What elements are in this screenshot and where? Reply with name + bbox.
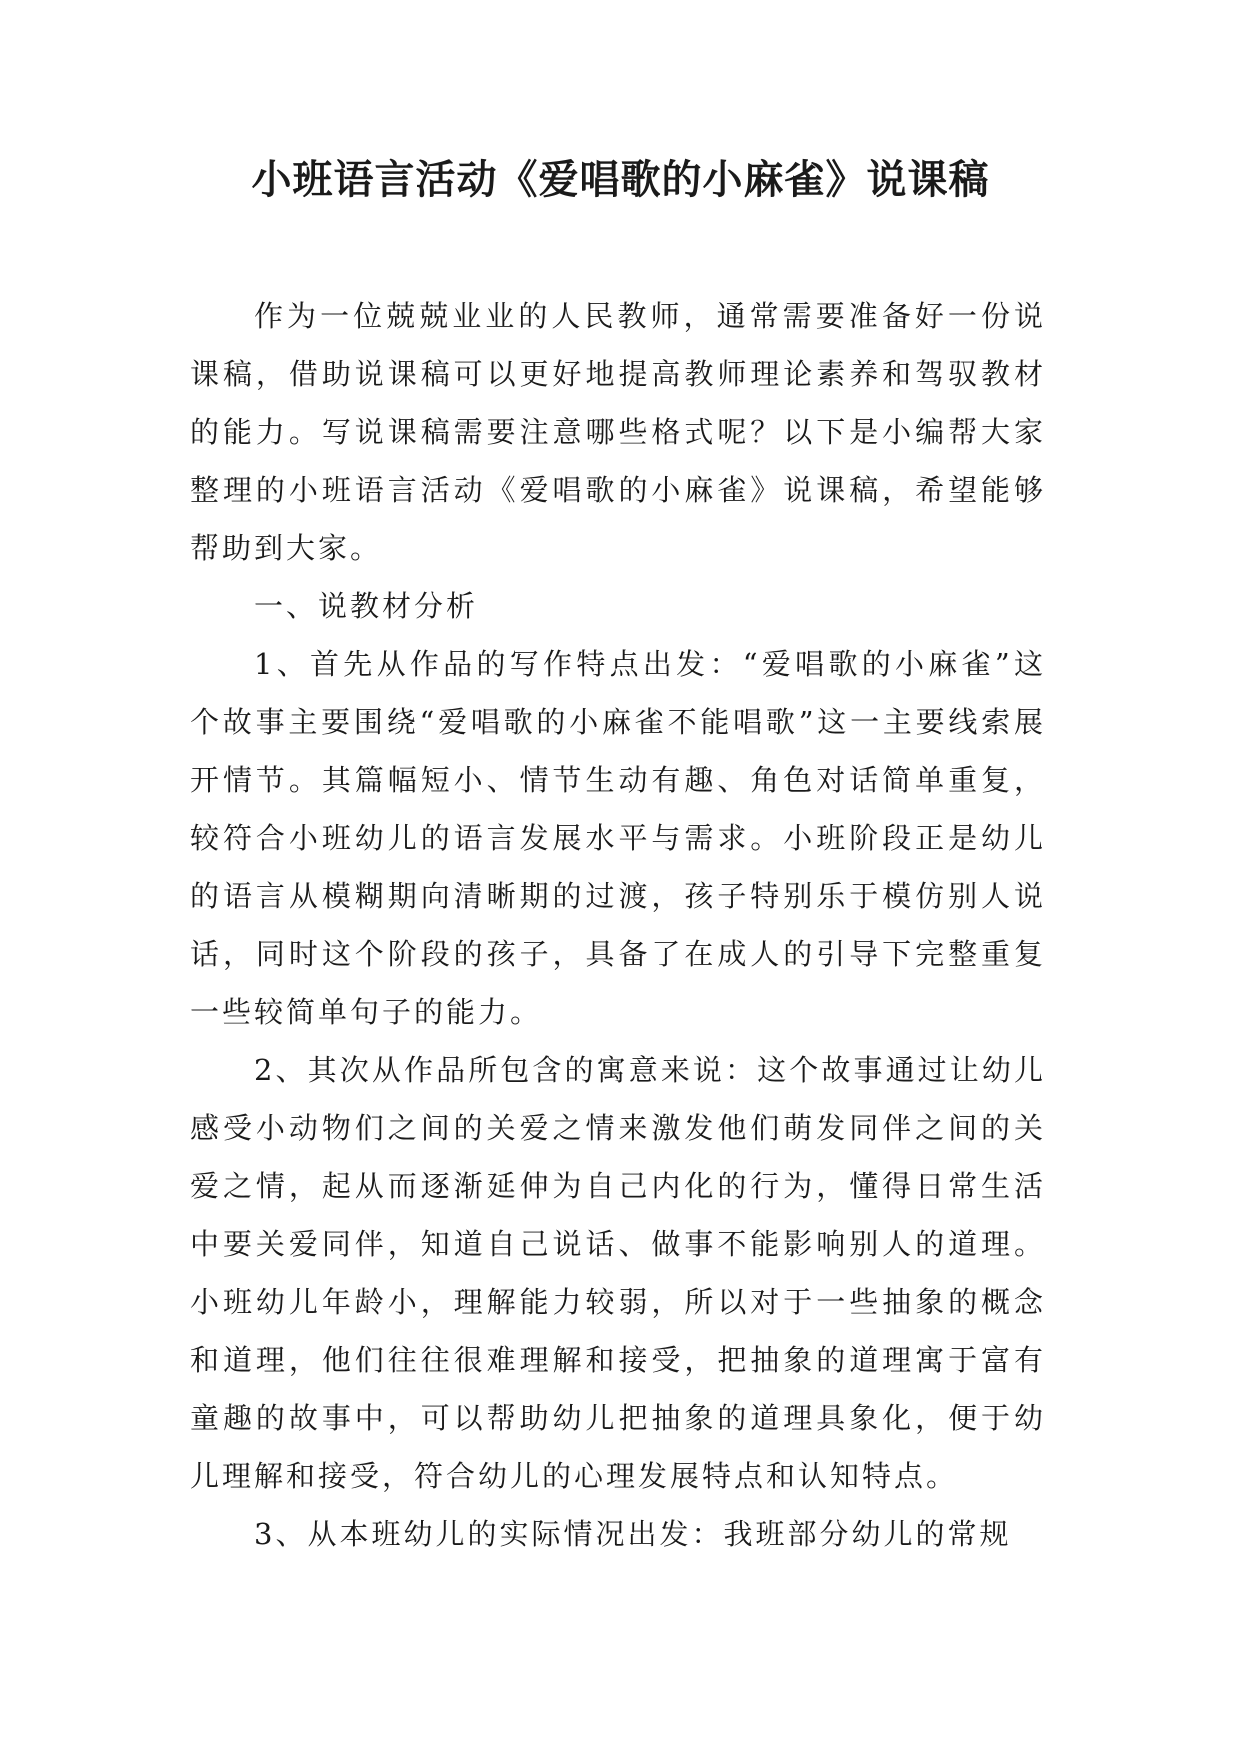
body-paragraph: 3、从本班幼儿的实际情况出发：我班部分幼儿的常规 <box>254 1517 1012 1551</box>
body-paragraph: 1、首先从作品的写作特点出发：“爱唱歌的小麻雀”这个故事主要围绕“爱唱歌的小麻雀不能唱歌”这一主要线索展开情节。其篇幅短小、情节生动有趣、角色对话简单重复，较符合小班幼儿的语言发展水平与需求。小班阶段正是幼儿的语言从模糊期向清晰期的过渡，孩子特别乐于模仿别人说话，同时这个阶段的孩子，具备了在成人的引导下完整重复一些较简单句子的能力。 <box>190 647 1046 1029</box>
document-body <box>190 287 1046 1563</box>
section-heading: 一、说教材分析 <box>254 589 479 623</box>
intro-paragraph: 作为一位兢兢业业的人民教师，通常需要准备好一份说课稿，借助说课稿可以更好地提高教师理论素养和驾驭教材的能力。写说课稿需要注意哪些格式呢？以下是小编帮大家整理的小班语言活动《爱唱歌的小麻雀》说课稿，希望能够帮助到大家。 <box>190 299 1046 565</box>
document-title: 小班语言活动《爱唱歌的小麻雀》说课稿 <box>251 156 990 203</box>
body-paragraph: 2、其次从作品所包含的寓意来说：这个故事通过让幼儿感受小动物们之间的关爱之情来激发他们萌发同伴之间的关爱之情，起从而逐渐延伸为自己内化的行为，懂得日常生活中要关爱同伴，知道自己说话、做事不能影响别人的道理。小班幼儿年龄小，理解能力较弱，所以对于一些抽象的概念和道理，他们往往很难理解和接受，把抽象的道理寓于富有童趣的故事中，可以帮助幼儿把抽象的道理具象化，便于幼儿理解和接受，符合幼儿的心理发展特点和认知特点。 <box>190 1053 1046 1493</box>
